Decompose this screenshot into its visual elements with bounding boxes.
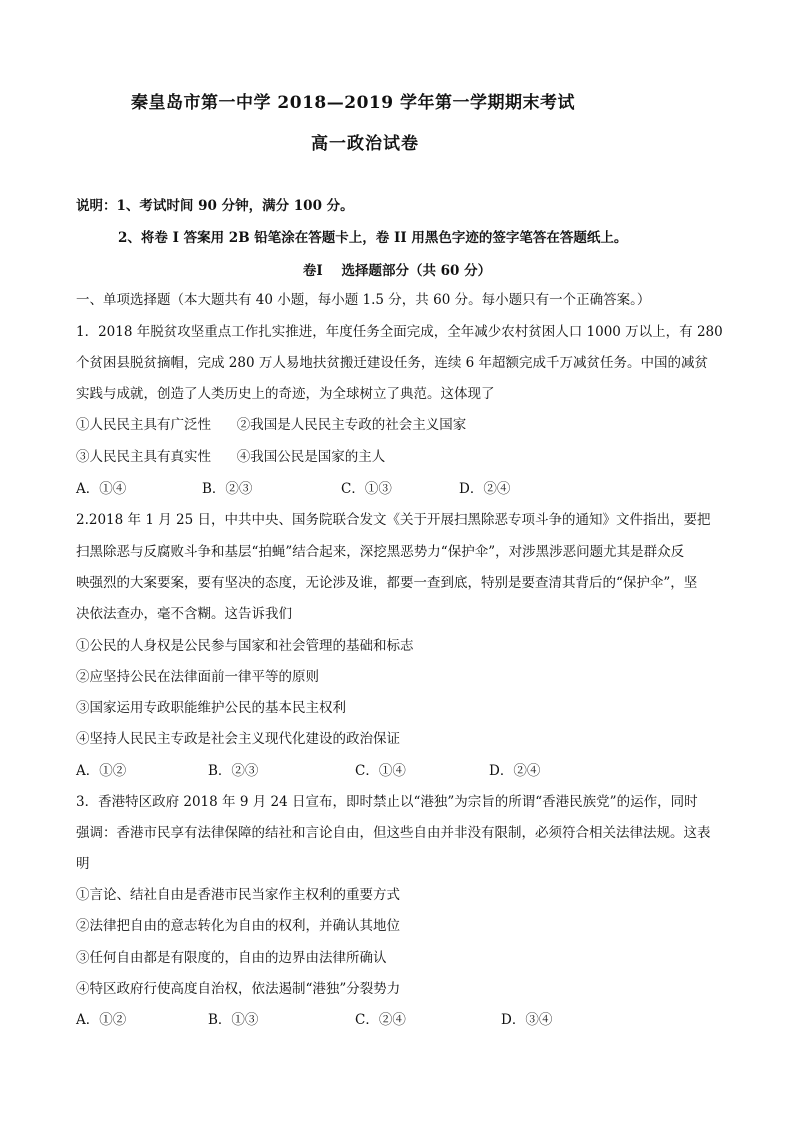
question-stem-line: 映强烈的大案要案，要有坚决的态度，无论涉及谁，都要一查到底，特别是要查清其背后的“保护伞”，坚 <box>76 575 698 591</box>
instructions-line-1: 说明：1、考试时间 90 分钟，满分 100 分。 <box>76 198 354 214</box>
choice-d[interactable]: D．②④ <box>489 763 541 779</box>
question-stem-line: 个贫困县脱贫摘帽，完成 280 万人易地扶贫搬迁建设任务，连续 6 年超额完成千万减贫任务。中国的减贫 <box>76 355 709 371</box>
question-statement: ①公民的人身权是公民参与国家和社会管理的基础和标志 <box>76 638 414 654</box>
choice-b[interactable]: B．①③ <box>208 1012 259 1028</box>
question-statement: ③国家运用专政职能维护公民的基本民主权利 <box>76 700 346 716</box>
choice-d[interactable]: D．②④ <box>459 481 511 497</box>
choice-b[interactable]: B．②③ <box>202 481 253 497</box>
question-stem-line: 实践与成就，创造了人类历史上的奇迹，为全球树立了典范。这体现了 <box>76 386 495 402</box>
question-statement: ③人民民主具有真实性 ④我国公民是国家的主人 <box>76 449 386 465</box>
question-stem-line: 明 <box>76 856 90 872</box>
choice-c[interactable]: C．②④ <box>355 1012 406 1028</box>
question-stem-line: 强调：香港市民享有法律保障的结社和言论自由，但这些自由并非没有限制，必须符合相关法律法规。这表 <box>76 825 711 841</box>
question-stem-line: 决依法查办，毫不含糊。这告诉我们 <box>76 606 292 622</box>
exam-subtitle: 高一政治试卷 <box>311 134 419 154</box>
question-statement: ③任何自由都是有限度的，自由的边界由法律所确认 <box>76 950 387 966</box>
section-title: 卷Ⅰ 选择题部分（共 60 分） <box>302 263 492 279</box>
question-statement: ④坚持人民民主专政是社会主义现代化建设的政治保证 <box>76 731 400 747</box>
question-statement: ②应坚持公民在法律面前一律平等的原则 <box>76 669 319 685</box>
choice-b[interactable]: B．②③ <box>208 763 259 779</box>
question-statement: ①言论、结社自由是香港市民当家作主权利的重要方式 <box>76 887 400 903</box>
choice-a[interactable]: A．①② <box>76 763 127 779</box>
part-heading: 一、单项选择题（本大题共有 40 小题，每小题 1.5 分，共 60 分。每小题只有一个正确答案。） <box>76 292 651 308</box>
choice-c[interactable]: C．①③ <box>341 481 392 497</box>
question-statement: ④特区政府行使高度自治权，依法遏制“港独”分裂势力 <box>76 981 401 997</box>
choice-d[interactable]: D．③④ <box>501 1012 553 1028</box>
question-stem-line: 扫黑除恶与反腐败斗争和基层“拍蝇”结合起来，深挖黑恶势力“保护伞”，对涉黑涉恶问题尤其是群众反 <box>76 544 685 560</box>
question-stem-line: 3．香港特区政府 2018 年 9 月 24 日宣布，即时禁止以“港独”为宗旨的所谓“香港民族党”的运作，同时 <box>76 794 698 810</box>
question-stem-line: 1．2018 年脱贫攻坚重点工作扎实推进，年度任务全面完成，全年减少农村贫困人口 1000 万以上，有 280 <box>76 324 723 340</box>
choice-a[interactable]: A．①② <box>76 1012 127 1028</box>
exam-title: 秦皇岛市第一中学 2018—2019 学年第一学期期末考试 <box>131 93 575 113</box>
choice-a[interactable]: A．①④ <box>76 481 127 497</box>
choice-c[interactable]: C．①④ <box>355 763 406 779</box>
instructions-line-2: 2、将卷 I 答案用 2B 铅笔涂在答题卡上，卷 II 用黑色字迹的签字笔答在答题纸上。 <box>118 230 628 246</box>
question-stem-line: 2.2018 年 1 月 25 日，中共中央、国务院联合发文《关于开展扫黑除恶专项斗争的通知》文件指出，要把 <box>76 512 711 528</box>
question-statement: ②法律把自由的意志转化为自由的权利，并确认其地位 <box>76 918 400 934</box>
question-statement: ①人民民主具有广泛性 ②我国是人民民主专政的社会主义国家 <box>76 417 467 433</box>
